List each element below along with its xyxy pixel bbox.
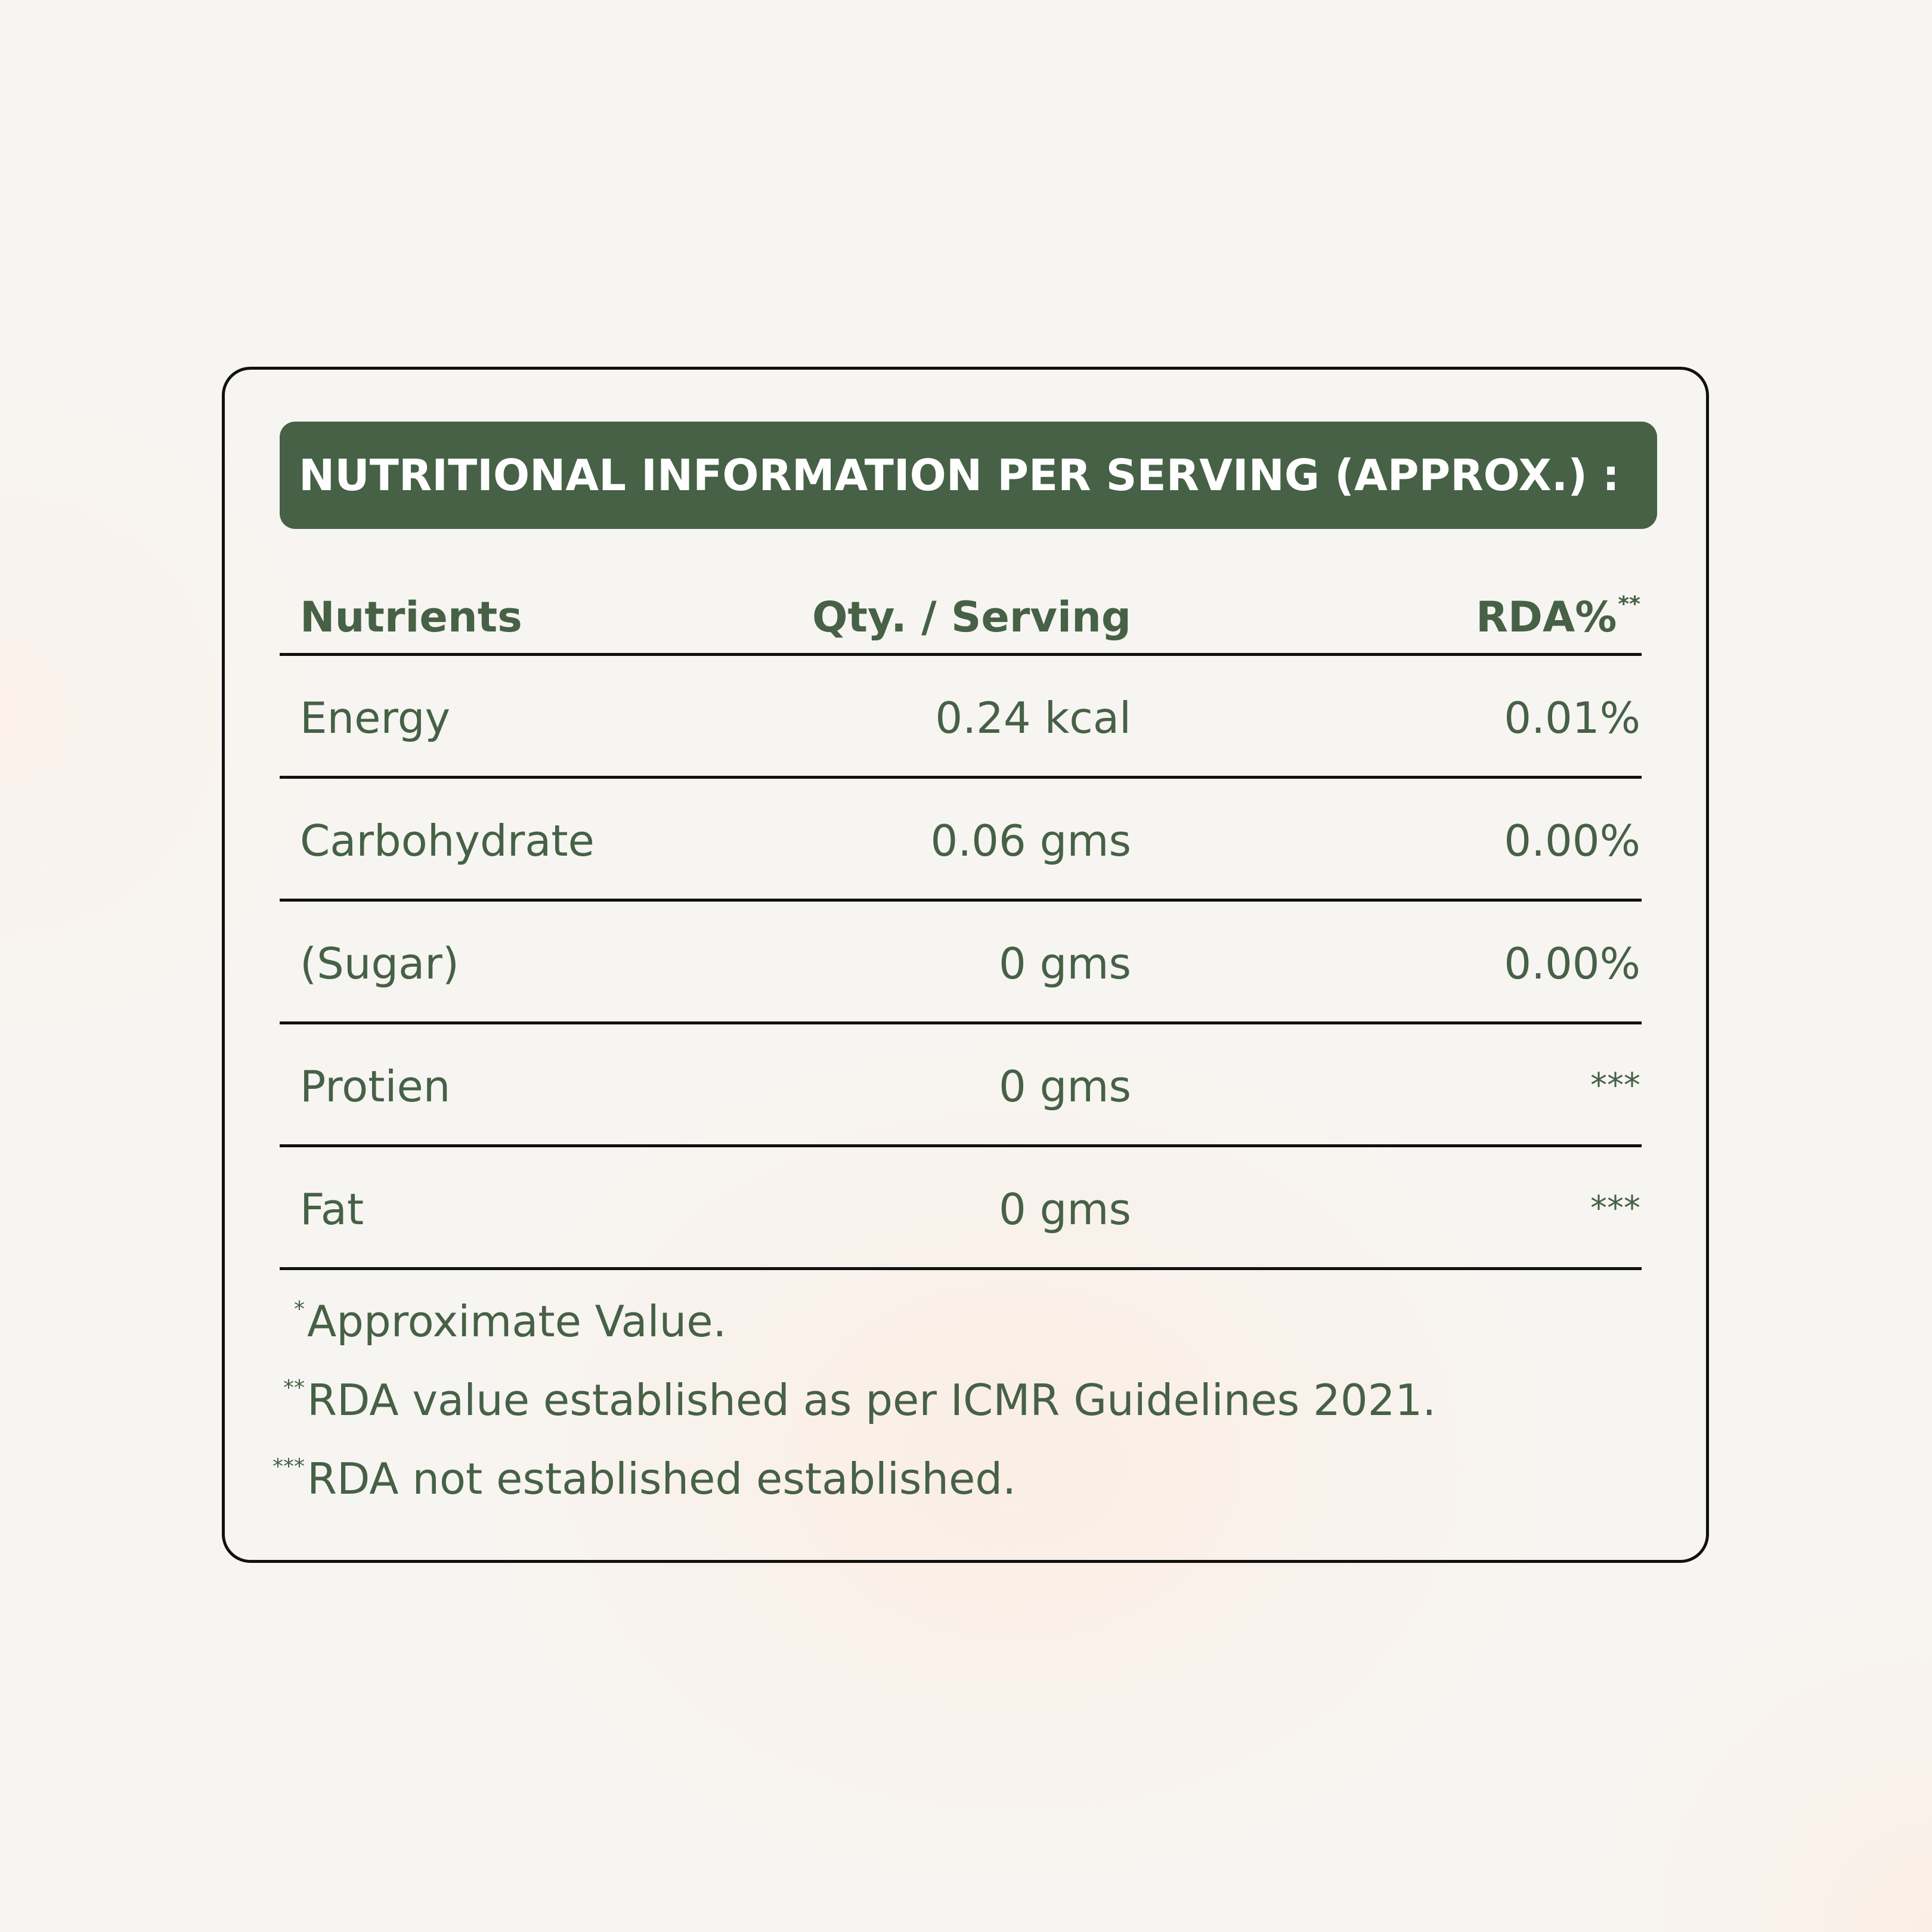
footnote-mark: * [294, 1297, 305, 1321]
nutrient-rda [1590, 1188, 1640, 1231]
nutrient-qty: 0 gms [998, 1061, 1131, 1111]
footnote-rda-icmr [267, 1375, 1638, 1457]
rda-not-established-mark: *** [1590, 1189, 1640, 1228]
table-row [280, 1024, 1642, 1147]
table-row [280, 902, 1642, 1024]
nutrition-header-bar [280, 422, 1657, 529]
nutrient-name: Fat [300, 1184, 364, 1234]
nutrient-rda [1590, 1065, 1640, 1108]
table-row [280, 656, 1642, 779]
column-header-qty: Qty. / Serving [812, 593, 1131, 642]
table-row [280, 779, 1642, 902]
table-row [280, 1147, 1642, 1270]
footnote-text: RDA value established as per ICMR Guidelines 2021. [307, 1375, 1436, 1425]
footnotes [267, 1296, 1638, 1536]
nutrient-rda: 0.01% [1504, 693, 1640, 743]
nutrition-card [222, 367, 1709, 1563]
footnote-text: Approximate Value. [307, 1296, 727, 1346]
nutrient-qty: 0 gms [998, 939, 1131, 989]
nutrient-rda: 0.00% [1504, 939, 1640, 989]
table-header-row [280, 572, 1642, 656]
nutrient-name: Protien [300, 1061, 451, 1111]
nutrient-name: (Sugar) [300, 939, 459, 989]
column-header-rda-mark: ** [1618, 592, 1640, 617]
footnote-approximate [267, 1296, 1638, 1379]
nutrient-qty: 0.06 gms [930, 816, 1131, 866]
column-header-rda [1476, 592, 1640, 642]
column-header-rda-label: RDA% [1476, 593, 1617, 642]
nutrient-rda: 0.00% [1504, 816, 1640, 866]
nutrient-name: Carbohydrate [300, 816, 595, 866]
footnote-mark: ** [283, 1376, 305, 1400]
footnote-text: RDA not established established. [307, 1454, 1016, 1504]
nutrient-name: Energy [300, 693, 451, 743]
nutrition-table [280, 572, 1642, 1270]
column-header-nutrients: Nutrients [300, 593, 522, 642]
nutrient-qty: 0 gms [998, 1184, 1131, 1234]
rda-not-established-mark: *** [1590, 1066, 1640, 1105]
nutrient-qty: 0.24 kcal [935, 693, 1131, 743]
footnote-rda-not-established [267, 1454, 1638, 1536]
footnote-mark: *** [273, 1454, 305, 1479]
nutrition-title: NUTRITIONAL INFORMATION PER SERVING (APPROX.) : [299, 450, 1620, 500]
